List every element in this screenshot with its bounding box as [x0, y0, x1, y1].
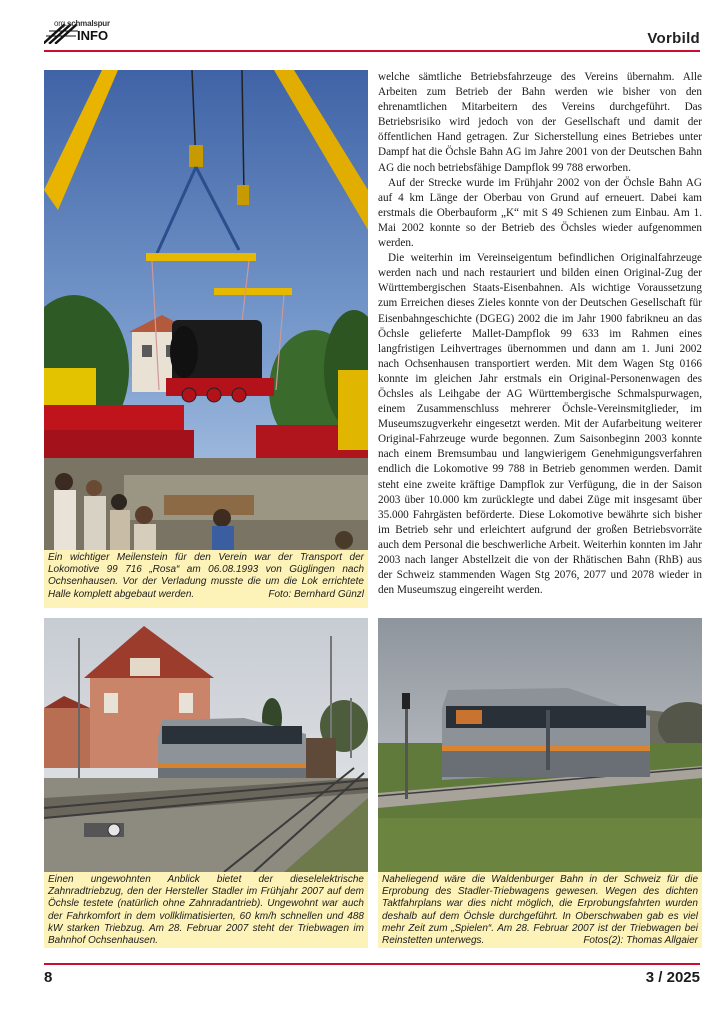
- body-paragraph: Auf der Strecke wurde im Frühjahr 2002 von der Öchsle Bahn AG auf 4 km Länge der Oberbau von Grund auf erneuert. Dabei kam erstmals die Oberbauform „K“ mit S 49 Schienen zum Einbau. Am 1. Mai 2002 konnte so der Betrieb des Öchsles wieder aufgenommen werden.: [378, 176, 702, 250]
- crane-photo-caption: [44, 550, 368, 608]
- station-photo-caption: [44, 872, 368, 948]
- caption-text: Ein wichtiger Meilenstein für den Verein war der Transport der Lokomotive 99 716 „Rosa“ am 06.08.1993 von Güglingen nach Ochsenhausen. Vor der Verladung musste die um die Lok errichtete Halle komplett abgebaut werden.: [48, 552, 364, 600]
- photo-credit: Fotos(2): Thomas Allgaier: [583, 935, 698, 947]
- section-title: Vorbild: [647, 30, 700, 47]
- crane-lift-photo: [44, 70, 368, 550]
- caption-text: Naheliegend wäre die Waldenburger Bahn in der Schweiz für die Erprobung des Stadler-Triebwagens gewesen. Wegen des dichten Taktfahrplans war dies nicht möglich, die Erprobungsfahrten wurden deshalb auf dem Öchsle durchgeführt. In Oberschwaben gab es viel mehr Zeit zum „Spielen“. Am 28. Februar 2007 ist der Triebwagen bei Reinstetten unterwegs.: [382, 874, 698, 947]
- magazine-logo: [44, 18, 108, 48]
- page-number: 8: [44, 969, 53, 986]
- footer-rule: [44, 963, 700, 965]
- photo-credit: Foto: Bernhard Günzl: [268, 588, 364, 600]
- body-paragraph: Die weiterhin im Vereinseigentum befindlichen Originalfahrzeuge werden nach und nach restauriert und bilden einen Original-Zug der Württembergischen Staats-Eisenbahnen. Als wichtige Voraussetzung zum Erreichen dieses Zieles konnte von der Deutschen Gesellschaft für Eisenbahngeschichte (DGEG) 2002 die im Jahr 1900 fabrikneu an das Öchsle gelieferte Mallet-Dampflok 99 633 im Rahmen eines langfristigen Leihvertrages übernommen und dann am 1. Juni 2002 nach Ochsenhausen transportiert werden. Mit dem Wagen Stg 0166 konnte im gleichen Jahr erstmals ein Original-Personenwagen des Öchsles als Leihgabe der AG Württembergische Schmalspurwagen, einem Zusammenschluss mehrerer Öchsle-Vereinsmitglieder, im Museumszugverkehr eingesetzt werden. Mit der Aufarbeitung weiterer Original-Fahrzeuge wurde begonnen. Zum Saisonbeginn 2003 konnte nach einem Bremsumbau und langwierigem Genehmigungsverfahren endlich die Lokomotive 99 788 in Betrieb genommen werden. Damit steht eine zweite kräftige Dampflok zur Verfügung, die in der Saison 2003 über 10.000 km zurücklegte und dabei Züge mit insgesamt über 35.000 Fahrgästen beförderte. Diese Lokomotive bewährte sich bisher im Betrieb sehr und erleichtert aufgrund der großen Betriebsvorräte auch dem Personal die beschwerliche Arbeit. Weiterhin konnten im Jahr 2003 nach langer Abstellzeit die von der Rhätischen Bahn (RhB) aus der Schweiz stammenden Wagen Stg 2076, 2077 und 2078 wieder in den Museumszug eingereiht werden.: [378, 252, 702, 597]
- caption-text: Einen ungewohnten Anblick bietet der dieselelektrische Zahnradtriebzug, den der Hersteller Stadler im Frühjahr 2007 auf dem Öchsle testete (natürlich ohne Zahnradantrieb). Ungewohnt war auch der Fahrkomfort in dem vollklimatisierten, 60 km/h schnellen und 488 kW starken Triebzug. Am 28. Februar 2007 steht der Triebwagen im Bahnhof Ochsenhausen.: [48, 874, 364, 947]
- field-railcar-photo: [378, 618, 702, 872]
- logo-small-text: org.schmalspur: [54, 19, 110, 28]
- logo-big-text: INFO: [77, 28, 109, 43]
- header-rule: [44, 50, 700, 52]
- station-railcar-photo: [44, 618, 368, 872]
- issue-number: 3 / 2025: [645, 969, 700, 986]
- article-body: [378, 70, 702, 598]
- field-photo-caption: [378, 872, 702, 948]
- body-paragraph: welche sämtliche Betriebsfahrzeuge des Vereins übernahm. Alle Arbeiten zum Betrieb der Bahn werden wie bisher von den ehrenamtlichen Mitarbeitern des Vereins durchgeführt. Das Betriebsrisiko wird jedoch von der Gesellschaft und damit der öffentlichen Hand getragen. Zur Sicherstellung eines Betriebes unter Dampf hat die Öchsle Bahn AG im Jahre 2001 von der Deutschen Bahn AG die noch betriebsfähige Dampflok 99 788 erworben.: [378, 71, 702, 174]
